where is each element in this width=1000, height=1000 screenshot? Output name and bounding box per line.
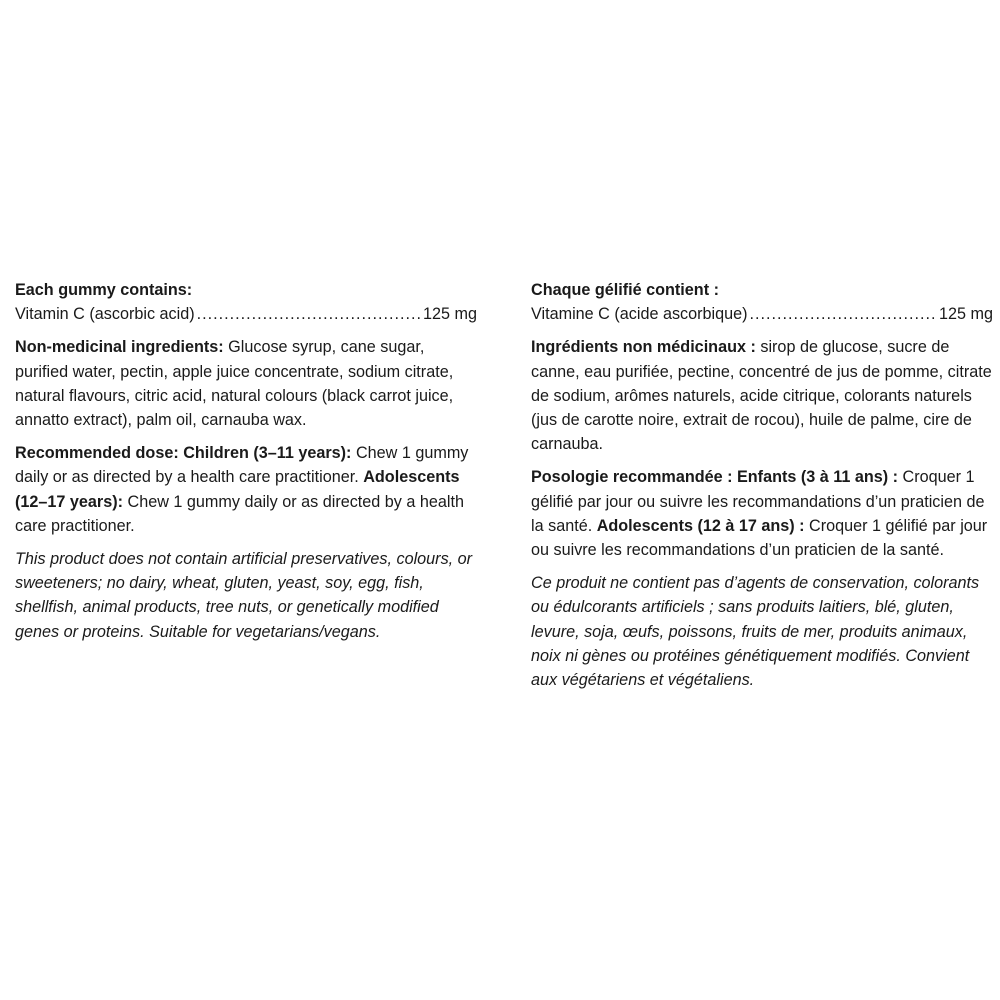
nmi-text-en: Glucose syrup, cane sugar, purified water, pectin, apple juice concentrate, sodium citrate, natural flavours, citric acid, natural colours (black carrot juice, annatto extract), palm oil, carnauba wax.: [15, 338, 454, 430]
nmi-section-en: [15, 335, 477, 432]
medicinal-ingredient-name-en: Vitamin C (ascorbic acid): [15, 305, 195, 324]
statement-en: This product does not contain artificial preservatives, colours, or sweeteners; no dairy, wheat, gluten, yeast, soy, egg, fish, shellfish, animal products, tree nuts, or genetically modified genes or proteins. Suitable for vegetarians/vegans.: [15, 550, 473, 641]
contains-heading-fr: Chaque gélifié contient :: [531, 281, 719, 299]
english-column: [15, 278, 477, 653]
adolescents-text-en: Chew 1 gummy daily or as directed by a health care practitioner.: [15, 492, 465, 535]
nmi-label-en: Non-medicinal ingredients:: [15, 338, 224, 357]
nmi-text-fr: sirop de glucose, sucre de canne, eau purifiée, pectine, concentré de jus de pomme, citrate de sodium, arômes naturels, acide citrique, colorants naturels (jus de carotte noire, extrait de rocou), huile de palme, cire de carnauba.: [531, 338, 992, 454]
statement-fr: Ce produit ne contient pas d’agents de conservation, colorants ou édulcorants artificiels ; sans produits laitiers, blé, gluten, levure, soja, œufs, poissons, fruits de mer, produits animaux, noix ni gènes ou protéines génétiquement modifiés. Convient aux végétariens et végétaliens.: [531, 574, 980, 690]
nmi-label-fr: Ingrédients non médicinaux :: [531, 338, 756, 357]
dose-label-en: Recommended dose: Children (3–11 years):: [15, 444, 352, 463]
dose-section-fr: [531, 465, 993, 562]
medicinal-section-en: [15, 278, 477, 326]
dose-section-en: [15, 441, 477, 538]
dose-children-text-fr: Croquer 1 gélifié par jour ou suivre les recommandations d’un praticien de la santé.: [531, 468, 985, 535]
medicinal-ingredient-amount-fr: 125 mg: [939, 305, 993, 324]
adolescents-label-fr: Adolescents (12 à 17 ans) :: [596, 516, 805, 535]
medicinal-ingredient-amount-en: 125 mg: [423, 305, 477, 324]
nmi-section-fr: [531, 335, 993, 456]
dose-children-text-en: Chew 1 gummy daily or as directed by a health care practitioner.: [15, 444, 469, 487]
french-column: [531, 278, 993, 701]
adolescents-label-en: Adolescents (12–17 years):: [15, 468, 460, 511]
contains-heading-en: Each gummy contains:: [15, 281, 193, 299]
dot-leader-en: [197, 302, 421, 326]
medicinal-ingredient-row-en: [15, 302, 477, 326]
medicinal-ingredient-row-fr: [531, 302, 993, 326]
medicinal-section-fr: [531, 278, 993, 326]
adolescents-text-fr: Croquer 1 gélifié par jour ou suivre les recommandations d’un praticien de la santé.: [531, 516, 988, 560]
medicinal-ingredient-name-fr: Vitamine C (acide ascorbique): [531, 305, 748, 324]
dot-leader-fr: [750, 302, 937, 326]
dose-label-fr: Posologie recommandée : Enfants (3 à 11 ans) :: [531, 468, 899, 487]
